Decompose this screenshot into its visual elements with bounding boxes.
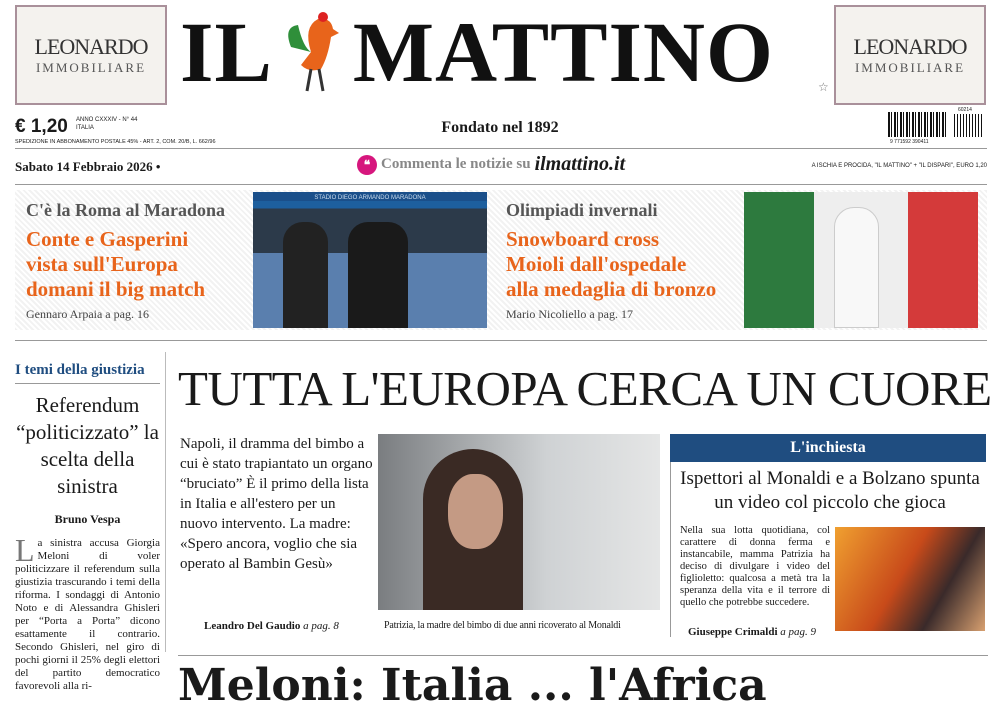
top-story-olimpiadi[interactable] [506, 200, 742, 322]
ad-leonardo-right[interactable] [834, 5, 986, 105]
inquiry-byline: Giuseppe Crimaldi a pag. 9 [688, 626, 817, 638]
author: Bruno Vespa [54, 512, 121, 526]
ad-leonardo-left[interactable] [15, 5, 167, 105]
masthead-il: IL [180, 3, 273, 100]
postal-info: SPEDIZIONE IN ABBONAMENTO POSTALE 45% - ART. 2, COM. 20/B, L. 662/96 [15, 139, 216, 145]
anno: ANNO CXXXIV - N° 44 [76, 117, 138, 123]
photo-caption: Patrizia, la madre del bimbo di due anni ricoverato al Monaldi [384, 620, 621, 631]
founded: Fondato nel 1892 [441, 119, 559, 136]
barcode-number: 9 771592 390411 [890, 139, 929, 145]
divider [15, 148, 987, 149]
price: € 1,20 [15, 116, 68, 137]
headline: Snowboard cross Moioli dall'ospedale alla medaglia di bronzo [506, 227, 717, 301]
barcode-addon-number: 60214 [958, 107, 972, 113]
kicker: Olimpiadi invernali [506, 200, 658, 220]
inquiry-label: L'inchiesta [670, 434, 986, 462]
barcode-addon [954, 114, 984, 137]
site-link[interactable]: ilmattino.it [534, 153, 626, 175]
star-icon: ☆ [818, 80, 829, 94]
kicker: C'è la Roma al Maradona [26, 200, 225, 220]
ischia-note: A ISCHIA E PROCIDA, "IL MATTINO" + "IL DISPARI", EURO 1,20 [811, 163, 987, 169]
rooster-icon [273, 7, 353, 97]
ad-sub: IMMOBILIARE [854, 60, 966, 75]
section-label: I temi della giustizia [15, 362, 160, 384]
ad-sub: IMMOBILIARE [35, 60, 147, 75]
main-headline[interactable]: TUTTA L'EUROPA CERCA UN CUORE [178, 361, 992, 416]
bottom-headline[interactable]: Meloni: Italia ... l'Africa [178, 660, 767, 711]
inquiry-body: Nella sua lotta quotidiana, col carattere di donna ferma e instancabile, mamma Patrizia ha deciso di divulgare i video del figlioletto: qualcosa a metà tra la speranza della vita e il terrore di quello che potrebbe succedere. [680, 525, 830, 608]
divider [15, 184, 987, 185]
photo-moioli [744, 192, 978, 328]
editorial[interactable] [15, 362, 160, 692]
country: ITALIA [76, 125, 94, 131]
photo-conte-gasperini [253, 192, 487, 328]
dropcap: L [15, 532, 35, 568]
inquiry-headline[interactable]: Ispettori al Monaldi e a Bolzano spunta un video col piccolo che gioca [680, 468, 980, 513]
photo-video-child [835, 527, 985, 631]
stadium-sign: STADIO DIEGO ARMANDO MARADONA [253, 192, 487, 201]
column-divider [165, 352, 166, 652]
editorial-body: a sinistra accusa Giorgia Meloni di voler politicizzare il referendum sulla giustizia trascurando i temi della riforma. I sondaggi di Antonio Noto e di Alessandra Ghisleri per “Porta a Porta” dicono esattamente il contrario. Secondo Ghisleri, nel giro di pochi giorni il 25% degli elettori del partito democratico favorevoli alla ri- [15, 537, 160, 692]
comment-banner[interactable] [357, 153, 625, 176]
masthead-mattino: MATTINO [352, 3, 774, 100]
comment-text: Commenta le notizie su [381, 156, 531, 172]
main-summary: Napoli, il dramma del bimbo a cui è stato trapiantato un organo “bruciato” È il primo della lista in Italia e all'estero per un nuovo intervento. La madre: «Spero ancora, voglio che sia operato al Bambin Gesù» [180, 436, 373, 572]
byline: Gennaro Arpaia a pag. 16 [26, 307, 149, 321]
top-story-roma[interactable] [26, 200, 251, 322]
barcode [888, 112, 948, 137]
box-border [670, 462, 671, 637]
date: Sabato 14 Febbraio 2026 • [15, 159, 161, 174]
divider [178, 655, 988, 656]
divider [15, 340, 987, 341]
issue-info [76, 116, 137, 132]
masthead-logo[interactable] [180, 4, 820, 99]
photo-patrizia [378, 434, 660, 610]
editorial-headline: Referendum “politicizzato” la scelta della sinistra [16, 393, 159, 498]
ad-brand: LEONARDO [853, 34, 967, 59]
main-byline: Leandro Del Gaudio a pag. 8 [204, 620, 339, 632]
ad-brand: LEONARDO [34, 34, 148, 59]
headline: Conte e Gasperini vista sull'Europa domani il big match [26, 227, 206, 301]
comment-bubble-icon: ❝ [357, 155, 377, 175]
byline: Mario Nicoliello a pag. 17 [506, 307, 633, 321]
